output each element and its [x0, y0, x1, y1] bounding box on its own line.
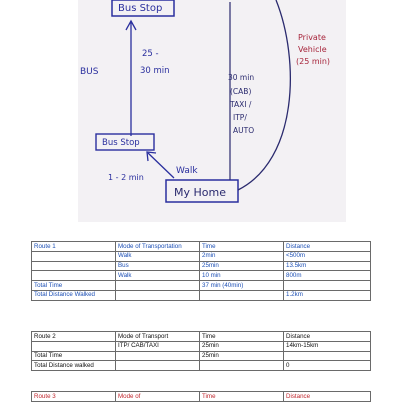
table-cell: Route 2 [32, 332, 116, 342]
bus-time-line1: 25 - [142, 49, 159, 59]
table-header-row [32, 242, 371, 252]
total-distance-row [32, 361, 371, 371]
walk-arrow-line [148, 153, 174, 178]
total-time-row [32, 281, 371, 291]
table-row [32, 261, 371, 271]
table-cell: Total Distance Walked [32, 290, 116, 300]
cab-line-1: 30 min [228, 73, 255, 82]
total-time-row [32, 351, 371, 361]
table-cell: 25min [200, 261, 284, 271]
bus-stop-top-label: Bus Stop [118, 3, 163, 14]
home-label: My Home [174, 186, 226, 199]
table-cell: Walk [116, 251, 200, 261]
table-cell: Time [200, 332, 284, 342]
bus-time-line2: 30 min [140, 66, 170, 76]
table-row [32, 341, 371, 351]
table-cell: Walk [116, 271, 200, 281]
table-cell: Time [200, 242, 284, 252]
table-cell: 25min [200, 351, 284, 361]
table-cell: 13.5km [284, 261, 371, 271]
table-cell: 2min [200, 251, 284, 261]
table-cell [284, 281, 371, 291]
table-cell [116, 290, 200, 300]
total-distance-row [32, 290, 371, 300]
table-cell: 0 [284, 361, 371, 371]
table-cell [32, 341, 116, 351]
table-cell: Bus [116, 261, 200, 271]
table-cell: 10 min [200, 271, 284, 281]
bus-label: BUS [80, 67, 99, 77]
table-cell: Total Distance walked [32, 361, 116, 371]
walk-time-label: 1 - 2 min [108, 173, 144, 182]
route-sketch-photo [78, 0, 346, 222]
table-cell: Mode of [116, 392, 200, 402]
cab-line-5: AUTO [233, 126, 255, 135]
cab-line-4: ITP/ [233, 113, 247, 122]
private-line-3: (25 min) [296, 57, 331, 66]
table-cell: Distance [284, 392, 371, 402]
table-cell [116, 281, 200, 291]
table-row [32, 251, 371, 261]
table-cell: <500m [284, 251, 371, 261]
table-cell: Route 1 [32, 242, 116, 252]
private-line-2: Vehicle [298, 45, 327, 54]
table-cell: 14km-15km [284, 341, 371, 351]
bus-stop-bottom-label: Bus Stop [102, 138, 140, 148]
table-cell: Distance [284, 242, 371, 252]
table-cell [116, 351, 200, 361]
route-1-table [31, 241, 371, 301]
table-cell [284, 351, 371, 361]
table-cell: 37 min (40min) [200, 281, 284, 291]
cab-line-2: (CAB) [230, 87, 252, 96]
private-line-1: Private [298, 33, 326, 42]
table-cell: Mode of Transportation [116, 242, 200, 252]
table-cell: 1.2km [284, 290, 371, 300]
route-2-table [31, 331, 371, 371]
route-3-table [31, 391, 371, 402]
table-row [32, 271, 371, 281]
table-cell [32, 261, 116, 271]
table-cell [200, 290, 284, 300]
table-cell: 25min [200, 341, 284, 351]
table-cell [32, 251, 116, 261]
table-header-row [32, 332, 371, 342]
cab-line-3: TAXI / [230, 100, 252, 109]
table-cell: Distance [284, 332, 371, 342]
table-cell [200, 361, 284, 371]
table-cell: Total Time [32, 281, 116, 291]
table-cell: Route 3 [32, 392, 116, 402]
table-cell: Time [200, 392, 284, 402]
walk-label: Walk [176, 166, 198, 176]
table-cell: ITP/ CAB/TAXI [116, 341, 200, 351]
table-cell: Total Time [32, 351, 116, 361]
table-cell [116, 361, 200, 371]
table-cell: 800m [284, 271, 371, 281]
route-sketch [78, 0, 346, 222]
table-cell [32, 271, 116, 281]
table-cell: Mode of Transport [116, 332, 200, 342]
